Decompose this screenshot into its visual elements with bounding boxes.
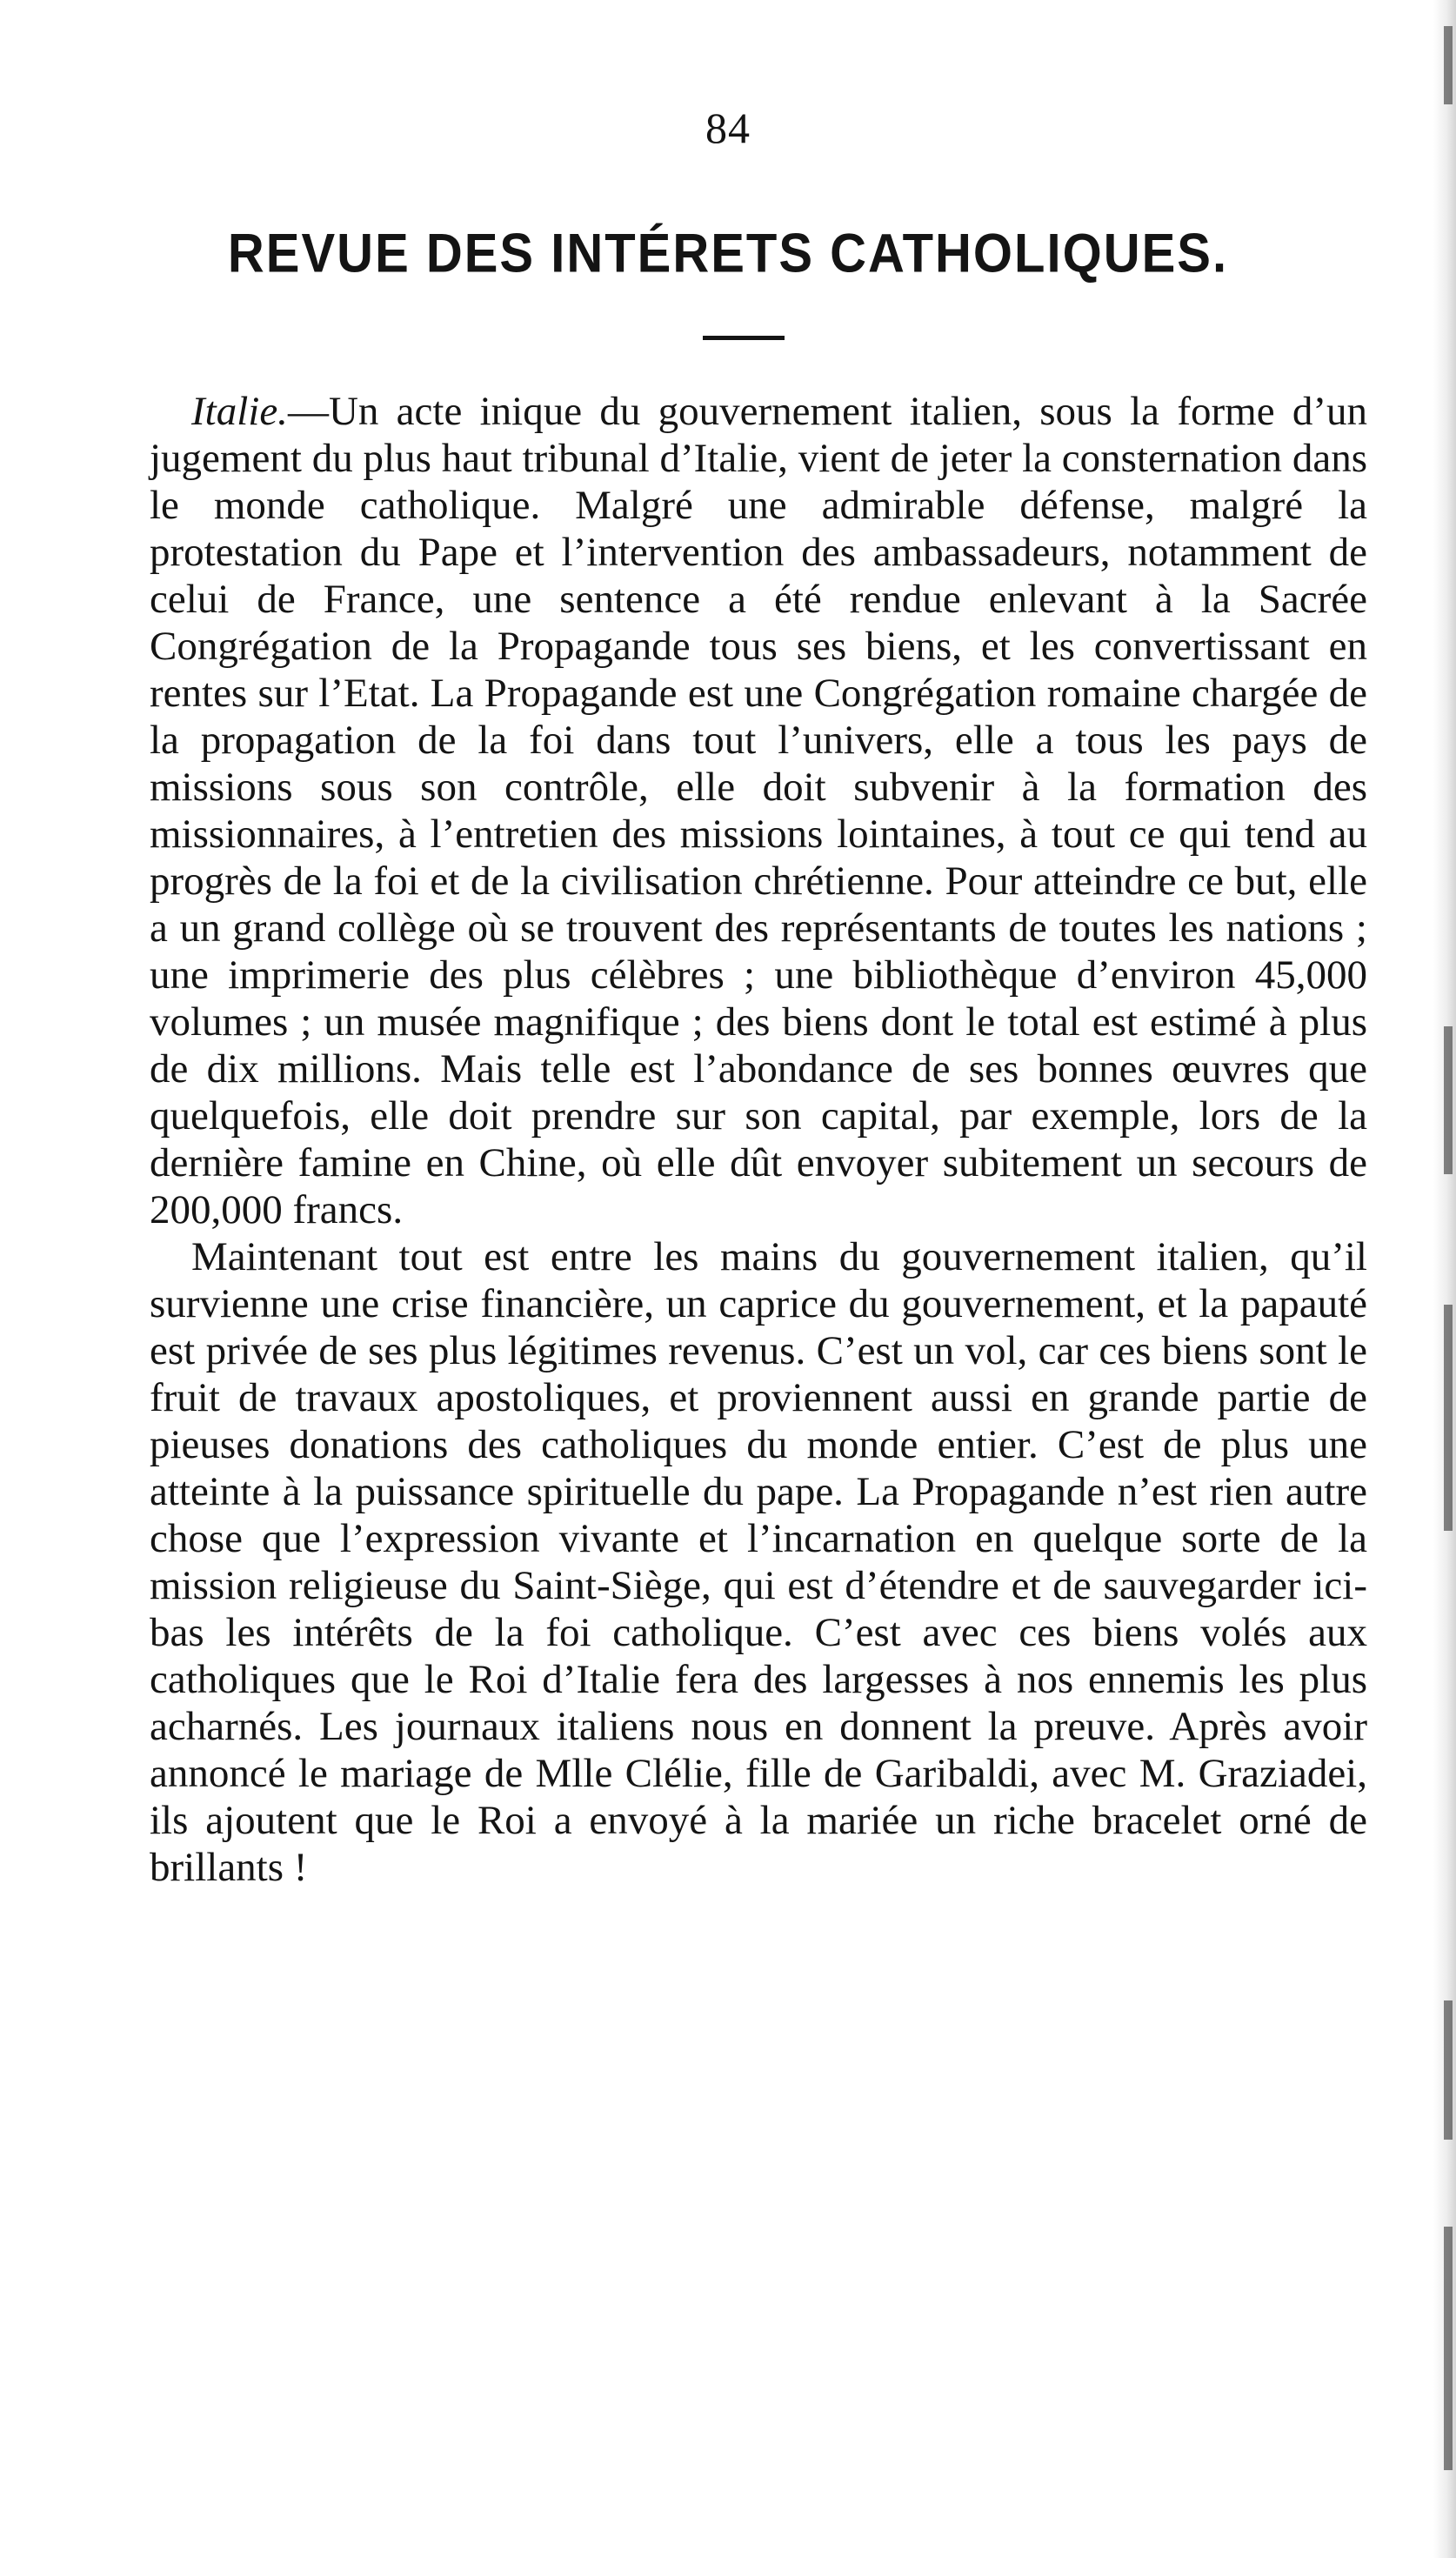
page-title: REVUE DES INTÉRETS CATHOLIQUES. (227, 223, 1229, 284)
paragraph-1-text: —Un acte inique du gouvernement italien, sous la forme d’un jugement du plus haut tribunal d’Italie, vient de jeter la consternation dans le monde catholique. Malgré une admirable défense, malgré la protestation du Pape et l’intervention des ambassadeurs, notamment de celui de France, une sentence a été rendue enlevant à la Sacrée Congrégation de la Propagande tous ses biens, et les convertissant en rentes sur l’Etat. La Propagande est une Congrégation romaine chargée de la propagation de la foi dans tout l’univers, elle a tous les pays de missions sous son contrôle, elle doit subvenir à la formation des missionnaires, à l’entretien des missions lointaines, à tout ce qui tend au progrès de la foi et de la civilisation chrétienne. Pour atteindre ce but, elle a un grand collège où se trouvent des représentants de toutes les nations ; une imprimerie des plus célèbres ; une bibliothèque d’environ 45,000 volumes ; un musée magnifique ; des biens dont le total est estimé à plus de dix millions. Mais telle est l’abondance de ses bonnes œuvres que quelquefois, elle doit prendre sur son capital, par exemple, lors de la dernière famine en Chine, où elle dût envoyer subitement un secours de 200,000 francs. (150, 389, 1367, 1232)
scan-edge-mark (1444, 2227, 1453, 2470)
scan-edge-mark (1444, 26, 1453, 104)
place-heading: Italie. (191, 389, 288, 434)
paragraph-italie (150, 388, 1367, 1233)
paragraph-2: Maintenant tout est entre les mains du gouvernement italien, qu’il survienne une crise financière, un caprice du gouvernement, et la papauté est privée de ses plus légitimes revenus. C’est un vol, car ces biens sont le fruit de travaux apostoliques, et proviennent aussi en grande partie de pieuses donations des catholiques du monde entier. C’est de plus une atteinte à la puissance spirituelle du pape. La Propagande n’est rien autre chose que l’expression vivante et l’incarnation en quelque sorte de la mission religieuse du Saint-Siège, qui est d’étendre et de sauvegarder ici-bas les intérêts de la foi catholique. C’est avec ces biens volés aux catholiques que le Roi d’Italie fera des largesses à nos ennemis les plus acharnés. Les journaux italiens nous en donnent la preuve. Après avoir annoncé le mariage de Mlle Clélie, fille de Garibaldi, avec M. Graziadei, ils ajoutent que le Roi a envoyé à la mariée un riche bracelet orné de brillants ! (150, 1234, 1367, 1890)
page-number: 84 (705, 104, 751, 152)
scan-edge-mark (1444, 1026, 1453, 1174)
article-body (150, 388, 1367, 1891)
title-divider (703, 336, 785, 340)
scan-edge-mark (1444, 2000, 1453, 2140)
scan-edge-mark (1444, 1305, 1453, 1531)
scan-edge-shadow (1433, 0, 1456, 2558)
